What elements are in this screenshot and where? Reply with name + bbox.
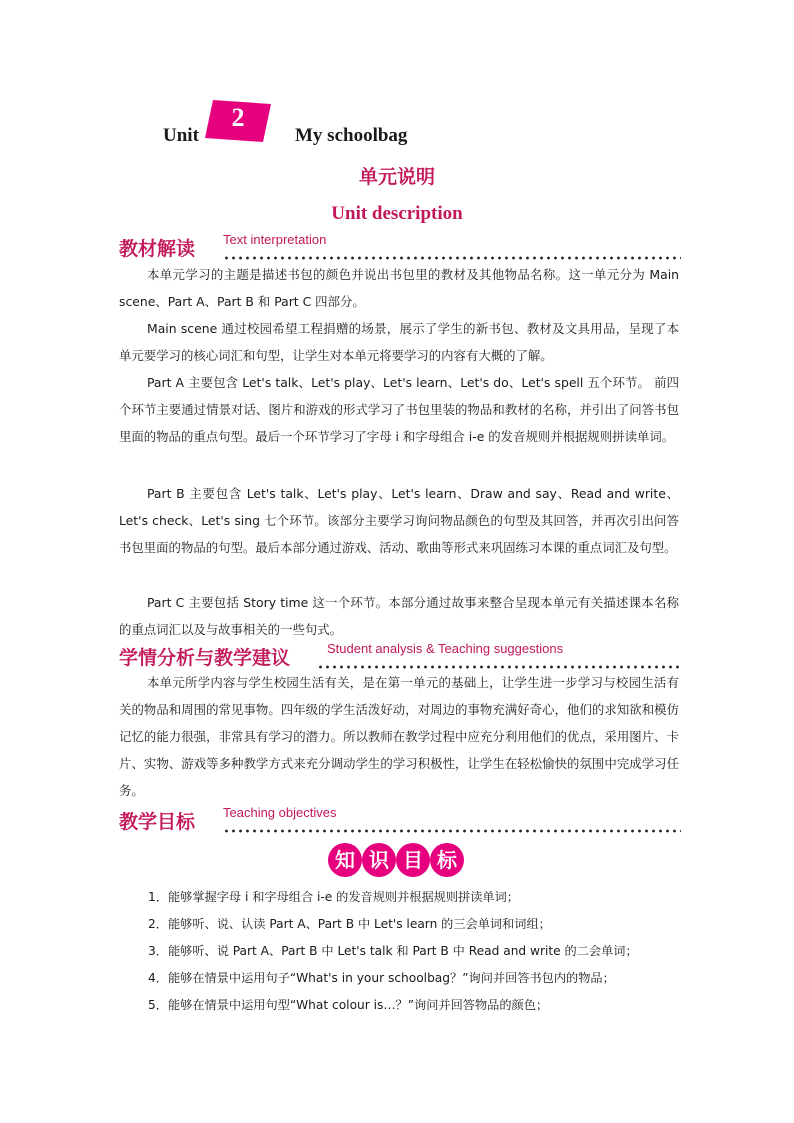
section-header-student-analysis [119, 643, 681, 669]
paragraph: Part B 主要包含 Let's talk、Let's play、Let's learn、Draw and say、Read and write、Let's check、Let's sing 七个环节。该部分主要学习询问物品颜色的句型及其回答，并再次引出问答书包里面的物品的句型。最后本部分通过游戏、活动、歌曲等形式来巩固练习本课的重点词汇及句型。 [119, 486, 679, 555]
paragraph: Part C 主要包括 Story time 这一个环节。本部分通过故事来整合呈现本单元有关描述课本名称的重点词汇以及与故事相关的一些句式。 [119, 595, 679, 637]
unit-header [0, 98, 794, 154]
section-title-cn: 学情分析与教学建议 [119, 647, 291, 669]
badge-char: 目 [403, 848, 423, 872]
page-title-en: Unit description [331, 203, 463, 224]
badge-char: 标 [437, 848, 457, 872]
unit-word: Unit [163, 125, 199, 146]
badge-char: 知 [335, 848, 355, 872]
knowledge-objectives-badge [0, 842, 794, 882]
paragraph: 本单元学习的主题是描述书包的颜色并说出书包里的教材及其他物品名称。这一单元分为 Main scene、Part A、Part B 和 Part C 四部分。 [119, 267, 679, 309]
section-title-en: Teaching objectives [223, 805, 337, 820]
section-header-text-interpretation [119, 234, 681, 260]
unit-number-badge [205, 100, 271, 142]
page-title-cn: 单元说明 [358, 166, 435, 188]
paragraph: Part A 主要包含 Let's talk、Let's play、Let's learn、Let's do、Let's spell 五个环节。 前四个环节主要通过情景对话、图片和游戏的形式学习了书包里装的物品和教材的名称，并引出了问答书包里面的物品的重点句型。最后一个环节学习了字母 i 和字母组合 i-e 的发音规则并根据规则拼读单词。 [119, 375, 679, 444]
objective-item: 5．能够在情景中运用句型“What colour is…？”询问并回答物品的颜色； [148, 998, 549, 1012]
unit-title: My schoolbag [295, 125, 408, 146]
objective-item: 3．能够听、说 Part A、Part B 中 Let's talk 和 Part B 中 Read and write 的二会单词； [148, 944, 638, 958]
section-title-cn: 教材解读 [119, 238, 196, 260]
objective-item: 4．能够在情景中运用句子“What's in your schoolbag？”询问并回答书包内的物品； [148, 971, 615, 985]
paragraph: Main scene 通过校园希望工程捐赠的场景，展示了学生的新书包、教材及文具用品，呈现了本单元要学习的核心词汇和句型，让学生对本单元将要学习的内容有大概的了解。 [119, 321, 679, 363]
section-title-cn: 教学目标 [119, 811, 196, 833]
section-title-en: Student analysis & Teaching suggestions [327, 641, 564, 656]
dotted-rule [223, 829, 681, 833]
objectives-list [148, 884, 688, 1019]
section-title-en: Text interpretation [223, 232, 327, 247]
dotted-rule [223, 256, 681, 260]
section-header-teaching-objectives [119, 807, 681, 833]
objective-item: 2．能够听、说、认读 Part A、Part B 中 Let's learn 的三会单词和词组； [148, 917, 551, 931]
badge-char: 识 [369, 848, 389, 872]
unit-number: 2 [231, 103, 245, 132]
paragraph: 本单元所学内容与学生校园生活有关，是在第一单元的基础上，让学生进一步学习与校园生活有关的物品和周围的常见事物。四年级的学生活泼好动，对周边的事物充满好奇心，他们的求知欲和模仿记忆的能力很强，非常具有学习的潜力。所以教师在教学过程中应充分利用他们的优点，采用图片、卡片、实物、游戏等多种教学方式来充分调动学生的学习积极性，让学生在轻松愉快的氛围中完成学习任务。 [119, 675, 679, 798]
objective-item: 1．能够掌握字母 i 和字母组合 i-e 的发音规则并根据规则拼读单词； [148, 890, 519, 904]
